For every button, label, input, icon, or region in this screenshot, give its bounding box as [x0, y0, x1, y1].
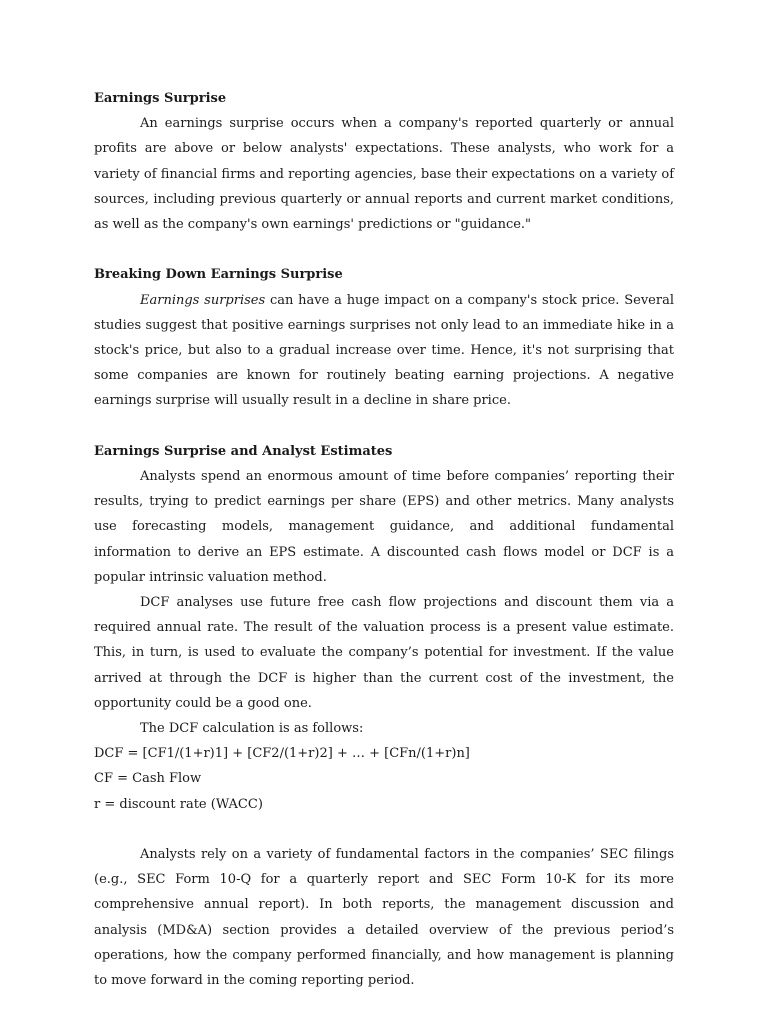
section-heading-earnings-surprise: Earnings Surprise — [94, 91, 227, 106]
analyst-estimates-paragraph-2: DCF analyses use future free cash flow projections and discount them via a required annual rate. The result of the valuation process is a present value estimate. This, in turn, is used to evaluate the company’s potential for investment. If the value arrived at through the DCF is higher than the current cost of the investment, the opportunity could be a good one. — [94, 595, 674, 711]
sec-filings-paragraph: Analysts rely on a variety of fundamental factors in the companies’ SEC filings (e.g., SEC Form 10-Q for a quarterly report and SEC Form 10-K for its more comprehensive annual report). In both reports, the management discussion and analysis (MD&A) section provides a detailed overview of the previous period’s operations, how the company performed financially, and how management is planning to move forward in the coming reporting period. — [94, 847, 674, 989]
r-definition: r = discount rate (WACC) — [94, 796, 263, 812]
cf-definition: CF = Cash Flow — [94, 771, 202, 787]
dcf-formula: DCF = [CF1/(1+r)1] + [CF2/(1+r)2] + … + [CFn/(1+r)n] — [94, 746, 470, 762]
section-spacer — [94, 237, 674, 262]
section-heading-breaking-down: Breaking Down Earnings Surprise — [94, 267, 343, 283]
dcf-intro-line: The DCF calculation is as follows: — [140, 721, 364, 737]
analyst-estimates-paragraph-1: Analysts spend an enormous amount of time before companies’ reporting their results, trying to predict earnings per share (EPS) and other metrics. Many analysts use forecasting models, management guidance, and additional fundamental information to derive an EPS estimate. A discounted cash flows model or DCF is a popular intrinsic valuation method. — [94, 469, 674, 585]
emphasis-earnings-surprises: Earnings surprises — [140, 292, 266, 308]
section-spacer — [94, 414, 674, 439]
breaking-down-paragraph-text: can have a huge impact on a company's stock price. Several studies suggest that positive earnings surprises not only lead to an immediate hike in a stock's price, but also to a gradual increase over time. Hence, it's not surprising that some companies are known for routinely beating earning projections. A negative earnings surprise will usually result in a decline in share price. — [94, 292, 674, 409]
earnings-surprise-paragraph: An earnings surprise occurs when a company's reported quarterly or annual profits are above or below analysts' expectations. These analysts, who work for a variety of financial firms and reporting agencies, base their expectations on a variety of sources, including previous quarterly or annual reports and current market conditions, as well as the company's own earnings' predictions or "guidance." — [94, 116, 674, 233]
section-heading-analyst-estimates: Earnings Surprise and Analyst Estimates — [94, 443, 393, 459]
document-body — [94, 86, 674, 993]
breaking-down-paragraph — [94, 288, 674, 414]
section-spacer — [94, 817, 674, 842]
